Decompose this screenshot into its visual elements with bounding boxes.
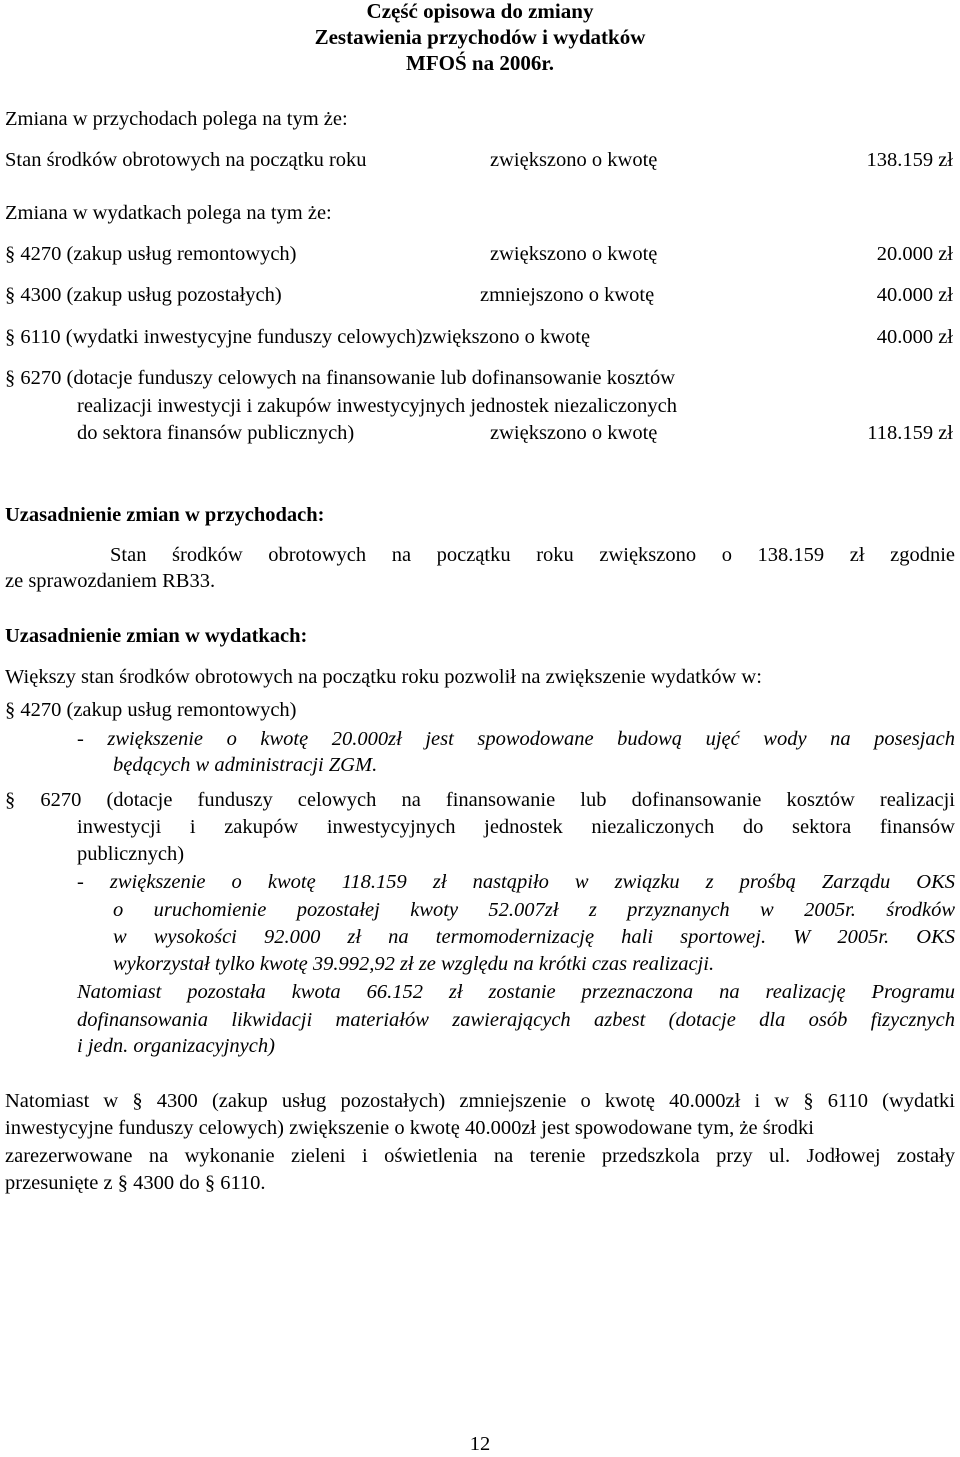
expense-row-4300-amount: 40.000 zł — [876, 284, 953, 306]
final-paragraph-line-3: zarezerwowane na wykonanie zieleni i oświetlenia na terenie przedszkola przy ul. Jodłowej zostały — [5, 1145, 955, 1167]
expense-row-6110-amount: 40.000 zł — [876, 326, 953, 348]
expense-row-6270-line-2: realizacji inwestycji i zakupów inwestycyjnych jednostek niezaliczonych — [77, 395, 677, 417]
title-line-3: MFOŚ na 2006r. — [406, 51, 554, 75]
justification-6270-line-2: inwestycji i zakupów inwestycyjnych jednostek niezaliczonych do sektora finansów — [77, 816, 955, 838]
expense-row-4300-label: § 4300 (zakup usług pozostałych) — [5, 284, 282, 306]
expense-justification-intro: Większy stan środków obrotowych na początku roku pozwolił na zwiększenie wydatków w: — [5, 666, 762, 688]
final-paragraph-line-4: przesunięte z § 4300 do § 6110. — [5, 1172, 266, 1194]
expense-row-4270-label: § 4270 (zakup usług remontowych) — [5, 243, 297, 265]
expense-row-6270-line-3: do sektora finansów publicznych) — [77, 422, 355, 444]
expense-row-4300-action: zmniejszono o kwotę — [480, 284, 655, 306]
income-justification-line-2: ze sprawozdaniem RB33. — [5, 570, 216, 592]
justification-6270-note-line-4: wykorzystał tylko kwotę 39.992,92 zł ze względu na krótki czas realizacji. — [113, 953, 715, 975]
title-line-1: Część opisowa do zmiany — [366, 0, 594, 23]
justification-6270-note-line-3: w wysokości 92.000 zł na termomodernizację hali sportowej. W 2005r. OKS — [113, 926, 955, 948]
justification-6270-note-line-5: Natomiast pozostała kwota 66.152 zł zostanie przeznaczona na realizację Programu — [77, 981, 955, 1003]
income-row-label: Stan środków obrotowych na początku roku — [5, 149, 367, 171]
expense-row-4270-action: zwiększono o kwotę — [490, 243, 658, 265]
justification-4270-note-line-1: - zwiększenie o kwotę 20.000zł jest spowodowane budową ujęć wody na posesjach — [77, 728, 955, 750]
income-justification-heading: Uzasadnienie zmian w przychodach: — [5, 504, 325, 526]
expense-justification-heading: Uzasadnienie zmian w wydatkach: — [5, 625, 308, 647]
justification-6270-line-3: publicznych) — [77, 843, 185, 865]
expense-row-6110-label: § 6110 (wydatki inwestycyjne funduszy celowych)zwiększono o kwotę — [5, 326, 591, 348]
justification-6270-note-line-6: dofinansowania likwidacji materiałów zawierających azbest (dotacje dla osób fizycznych — [77, 1009, 955, 1031]
income-row-amount: 138.159 zł — [866, 149, 953, 171]
justification-6270-note-line-7: i jedn. organizacyjnych) — [77, 1035, 275, 1057]
income-justification-line-1: Stan środków obrotowych na początku roku zwiększono o 138.159 zł zgodnie — [110, 544, 955, 566]
expense-row-4270-amount: 20.000 zł — [876, 243, 953, 265]
expense-row-6270-amount: 118.159 zł — [867, 422, 953, 444]
justification-4270-note-line-2: będących w administracji ZGM. — [113, 754, 378, 776]
justification-6270-note-line-1: - zwiększenie o kwotę 118.159 zł nastąpiło w związku z prośbą Zarządu OKS — [77, 871, 955, 893]
expense-row-6270-action: zwiększono o kwotę — [490, 422, 658, 444]
justification-6270-note-line-2: o uruchomienie pozostałej kwoty 52.007zł z przyznanych w 2005r. środków — [113, 899, 955, 921]
final-paragraph-line-1: Natomiast w § 4300 (zakup usług pozostałych) zmniejszenie o kwotę 40.000zł i w § 6110 (wydatki — [5, 1090, 955, 1112]
final-paragraph-line-2: inwestycyjne funduszy celowych) zwiększenie o kwotę 40.000zł jest spowodowane tym, że środki — [5, 1117, 814, 1139]
income-row-action: zwiększono o kwotę — [490, 149, 658, 171]
expense-row-6270-line-1: § 6270 (dotacje funduszy celowych na finansowanie lub dofinansowanie kosztów — [5, 367, 676, 389]
justification-6270-line-1: § 6270 (dotacje funduszy celowych na finansowanie lub dofinansowanie kosztów realizacji — [5, 789, 955, 811]
page-number: 12 — [469, 1433, 491, 1455]
income-header: Zmiana w przychodach polega na tym że: — [5, 108, 348, 130]
title-line-2: Zestawienia przychodów i wydatków — [314, 25, 646, 49]
justification-item-4270: § 4270 (zakup usług remontowych) — [5, 699, 297, 721]
expense-header: Zmiana w wydatkach polega na tym że: — [5, 202, 332, 224]
